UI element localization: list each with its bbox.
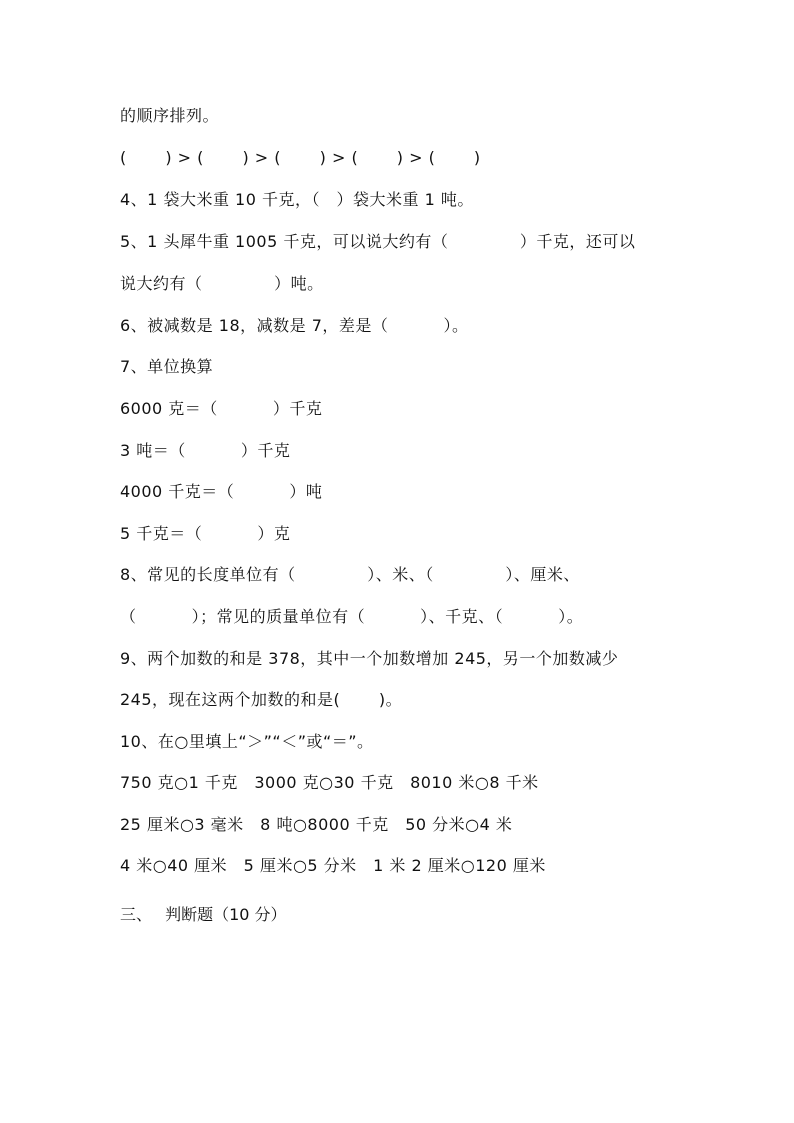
question-5: 5、1 头犀牛重 1005 千克，可以说大约有（ ）千克，还可以 [120,232,636,251]
question-8: 8、常见的长度单位有（ ）、米、（ ）、厘米、 [120,565,580,584]
comparison-line: 750 克○1 千克 3000 克○30 千克 8010 米○8 千米 [120,773,539,792]
conversion-line: 4000 千克＝（ ）吨 [120,482,323,501]
question-5-continued: 说大约有（ ）吨。 [120,274,324,293]
text-line: 的顺序排列。 [120,106,220,125]
ordering-blanks-line: ( ) > ( ) > ( ) > ( ) > ( ) [120,148,481,167]
question-6: 6、被减数是 18，减数是 7，差是（ ）。 [120,316,469,335]
question-10: 10、在○里填上“＞”“＜”或“＝”。 [120,732,374,751]
conversion-line: 5 千克＝（ ）克 [120,524,291,543]
comparison-line: 4 米○40 厘米 5 厘米○5 分米 1 米 2 厘米○120 厘米 [120,856,546,875]
question-9: 9、两个加数的和是 378，其中一个加数增加 245，另一个加数减少 [120,649,619,668]
question-4: 4、1 袋大米重 10 千克，（ ）袋大米重 1 吨。 [120,190,474,209]
question-8-continued: （ ）；常见的质量单位有（ ）、千克、（ ）。 [120,607,584,626]
conversion-line: 3 吨＝（ ）千克 [120,441,291,460]
section-heading: 三、 判断题（10 分） [120,905,287,924]
question-7: 7、单位换算 [120,357,214,376]
conversion-line: 6000 克＝（ ）千克 [120,399,323,418]
question-9-continued: 245，现在这两个加数的和是( )。 [120,690,403,709]
comparison-line: 25 厘米○3 毫米 8 吨○8000 千克 50 分米○4 米 [120,815,513,834]
